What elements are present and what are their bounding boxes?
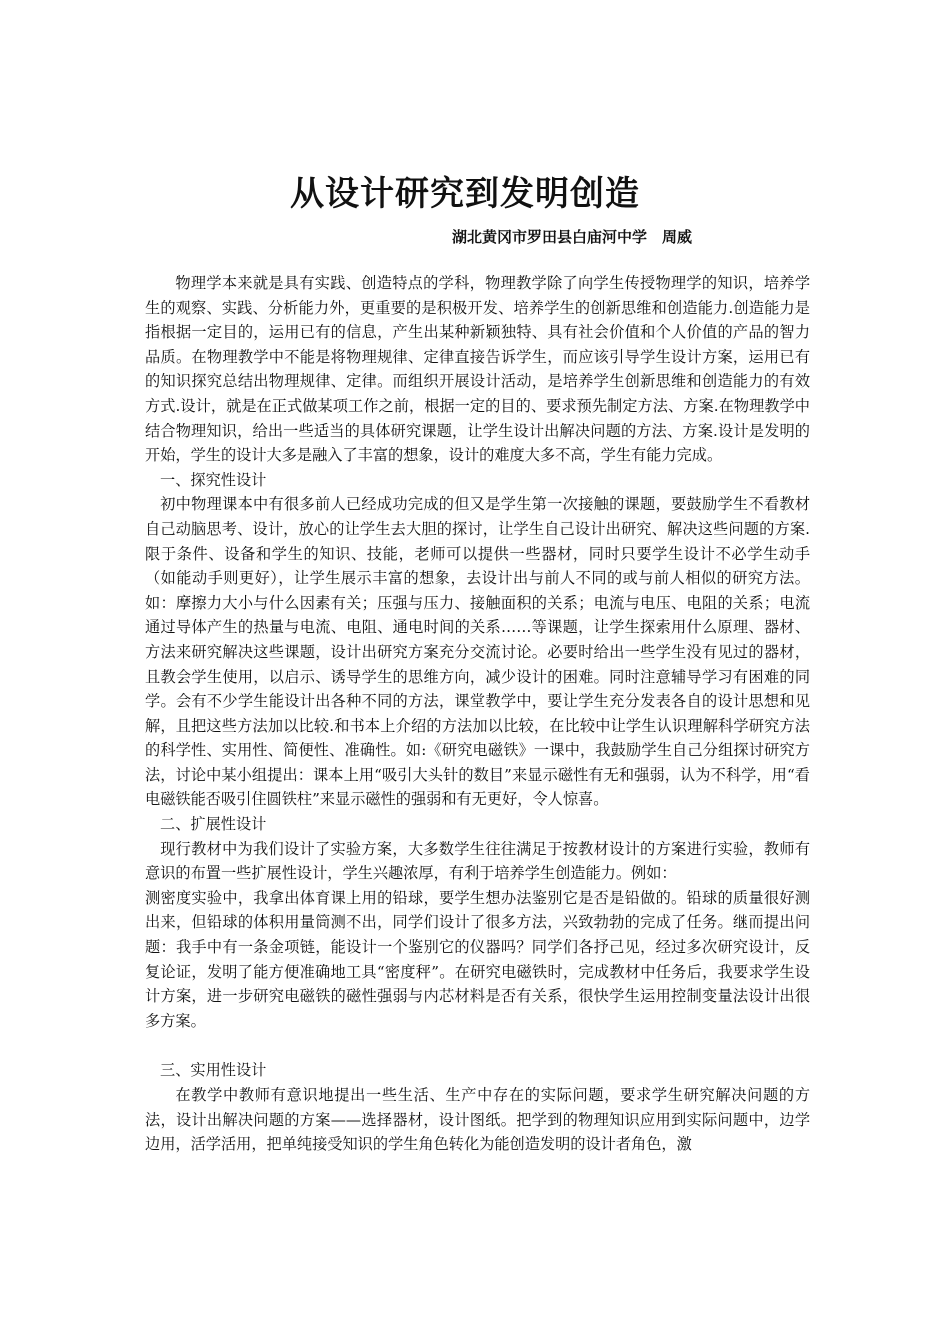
section-2-paragraph-1: 现行教材中为我们设计了实验方案，大多数学生往往满足于按教材设计的方案进行实验，教师有意识的布置一些扩展性设计，学生兴趣浓厚，有利于培养学生创造能力。例如： bbox=[145, 839, 810, 883]
section-3-paragraph-1: 在教学中教师有意识地提出一些生活、生产中存在的实际问题，要求学生研究解决问题的方法，设计出解决问题的方案——选择器材，设计图纸。把学到的物理知识应用到实际问题中，边学边用，活学活用，把单纯接受知识的学生角色转化为能创造发明的设计者角色，激 bbox=[145, 1086, 810, 1154]
section-gap bbox=[145, 1033, 810, 1058]
section-heading-2: 二、扩展性设计 bbox=[160, 815, 267, 834]
document-title: 从设计研究到发明创造 bbox=[290, 174, 640, 214]
intro-paragraph: 物理学本来就是具有实践、创造特点的学科，物理教学除了向学生传授物理学的知识，培养学生的观察、实践、分析能力外，更重要的是积极开发、培养学生的创新思维和创造能力.创造能力是指根据一定目的，运用已有的信息，产生出某种新颖独特、具有社会价值和个人价值的产品的智力品质。在物理教学中不能是将物理规律、定律直接告诉学生，而应该引导学生设计方案，运用已有的知识探究总结出物理规律、定律。而组织开展设计活动，是培养学生创新思维和创造能力的有效方式.设计，就是在正式做某项工作之前，根据一定的目的、要求预先制定方法、方案.在物理教学中结合物理知识，给出一些适当的具体研究课题，让学生设计出解决问题的方法、方案.设计是发明的开始，学生的设计大多是融入了丰富的想象，设计的难度大多不高，学生有能力完成。 bbox=[145, 274, 810, 465]
section-2-paragraph-2: 测密度实验中，我拿出体育课上用的铅球，要学生想办法鉴别它是否是铅做的。铅球的质量很好测出来，但铅球的体积用量筒测不出，同学们设计了很多方法，兴致勃勃的完成了任务。继而提出问题：我手中有一条金项链，能设计一个鉴别它的仪器吗？同学们各抒己见，经过多次研究设计，反复论证，发明了能方便准确地工具“密度秤”。在研究电磁铁时，完成教材中任务后，我要求学生设计方案，进一步研究电磁铁的磁性强弱与内芯材料是否有关系，很快学生运用控制变量法设计出很多方案。 bbox=[145, 888, 810, 1030]
section-heading-1: 一、探究性设计 bbox=[160, 470, 267, 489]
author-line: 湖北黄冈市罗田县白庙河中学 周威 bbox=[451, 228, 692, 246]
section-heading-3: 三、实用性设计 bbox=[160, 1061, 267, 1080]
document-page bbox=[145, 172, 810, 1157]
section-1-paragraph-1: 初中物理课本中有很多前人已经成功完成的但又是学生第一次接触的课题，要鼓励学生不看教材自己动脑思考、设计，放心的让学生去大胆的探讨，让学生自己设计出研究、解决这些问题的方案.限于条件、设备和学生的知识、技能，老师可以提供一些器材，同时只要学生设计不必学生动手（如能动手则更好），让学生展示丰富的想象，去设计出与前人不同的或与前人相似的研究方法。如：摩擦力大小与什么因素有关；压强与压力、接触面积的关系；电流与电压、电阻的关系；电流通过导体产生的热量与电流、电阻、通电时间的关系……等课题，让学生探索用什么原理、器材、方法来研究解决这些课题，设计出研究方案充分交流讨论。必要时给出一些学生没有见过的器材，且教会学生使用，以启示、诱导学生的思维方向，减少设计的困难。同时注意辅导学习有困难的同学。会有不少学生能设计出各种不同的方法，课堂教学中，要让学生充分发表各自的设计思想和见解，且把这些方法加以比较.和书本上介绍的方法加以比较，在比较中让学生认识理解科学研究方法的科学性、实用性、简便性、准确性。如:《研究电磁铁》一课中，我鼓励学生自己分组探讨研究方法，讨论中某小组提出：课本上用“吸引大头针的数目”来显示磁性有无和强弱，认为不科学，用“看电磁铁能否吸引住圆铁柱”来显示磁性的强弱和有无更好，令人惊喜。 bbox=[145, 495, 810, 809]
